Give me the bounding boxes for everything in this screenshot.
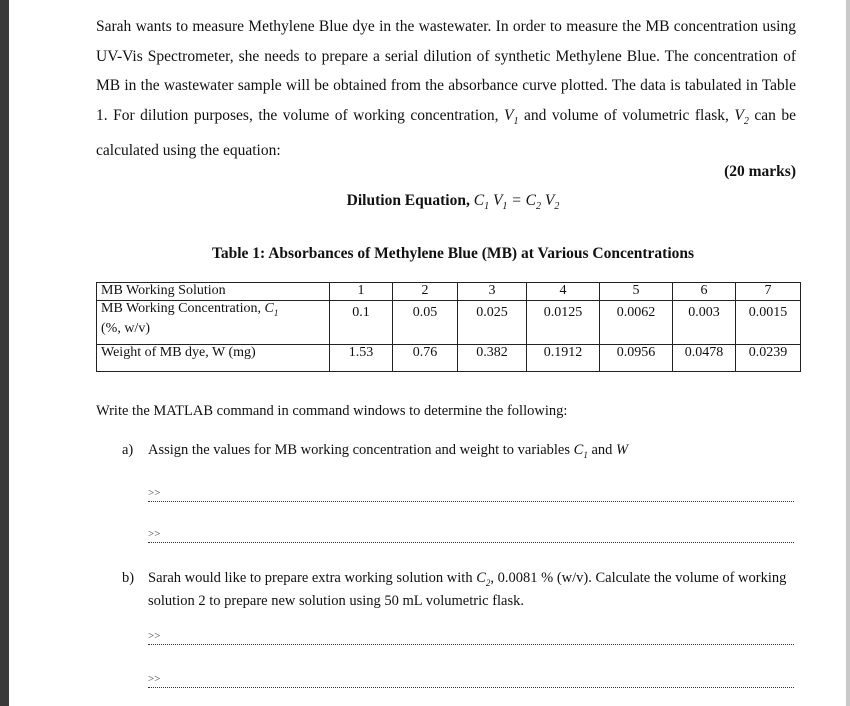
table-cell: 0.0239	[736, 345, 801, 372]
question-a-text: Assign the values for MB working concentration and weight to variables	[148, 442, 574, 458]
question-a: a) Assign the values for MB working concentration and weight to variables $C_1$ and W	[122, 442, 629, 460]
right-window-edge	[846, 0, 850, 706]
table-cell: 1.53	[330, 345, 393, 372]
table-cell: 0.382	[458, 345, 527, 372]
table-cell: 0.1	[330, 301, 393, 345]
equation-label: Dilution Equation,	[346, 192, 470, 209]
question-b	[122, 569, 802, 610]
table-cell: 0.1912	[527, 345, 600, 372]
table-cell: 1	[330, 283, 393, 301]
table-cell: 4	[527, 283, 600, 301]
left-window-edge	[0, 0, 9, 706]
equation-formula: $C_1$ $V_1 = C_2$ $V_2$	[473, 192, 560, 213]
table-row	[97, 345, 801, 372]
question-b-text: Sarah would like to prepare extra working solution with $C_2$, 0.0081 % (w/v). Calculate the volume of working solution 2 to prepare new solution using 50 mL volumetric flask.	[148, 570, 787, 609]
table-row	[97, 301, 801, 345]
row-header: MB Working Concentration, $C_1$ (%, w/v)	[97, 301, 330, 345]
table-cell: 0.0062	[600, 301, 673, 345]
table-cell: 0.025	[458, 301, 527, 345]
v2-variable: $V_2$	[734, 106, 749, 127]
c1-variable: $C_1$	[573, 442, 588, 460]
table-cell: 3	[458, 283, 527, 301]
row-header: MB Working Solution	[97, 283, 330, 301]
dilution-equation	[0, 192, 850, 212]
question-a-label: a)	[122, 442, 134, 458]
intro-text: Sarah wants to measure Methylene Blue dye in the wastewater. In order to measure the MB concentration using UV-Vis Spectrometer, she needs to prepare a serial dilution of synthetic Methylene Blue. The concentration of MB in the wastewater sample will be obtained from the absorbance curve plotted. The data is tabulated in Table 1. For dilution purposes, the volume of working concentration,	[96, 18, 796, 124]
answer-line-b1[interactable]: >>	[148, 630, 794, 645]
answer-line-a2[interactable]: >>	[148, 528, 794, 543]
intro-paragraph	[96, 12, 796, 166]
intro-text-mid: and volume of volumetric flask,	[518, 106, 735, 124]
answer-line-a1[interactable]: >>	[148, 487, 794, 502]
intro-text-end: can be calculated using the equation:	[96, 106, 797, 160]
marks-label: (20 marks)	[724, 163, 796, 180]
row-header: Weight of MB dye, W (mg)	[97, 345, 330, 372]
table-cell: 0.003	[673, 301, 736, 345]
table-cell: 0.76	[393, 345, 458, 372]
table-cell: 0.0956	[600, 345, 673, 372]
table-cell: 0.0478	[673, 345, 736, 372]
absorbance-table	[96, 282, 801, 372]
table-cell: 0.05	[393, 301, 458, 345]
table-title: Table 1: Absorbances of Methylene Blue (MB) at Various Concentrations	[211, 245, 695, 262]
table-cell: 7	[736, 283, 801, 301]
table-cell: 0.0015	[736, 301, 801, 345]
table-cell: 5	[600, 283, 673, 301]
instructions: Write the MATLAB command in command windows to determine the following:	[96, 403, 568, 419]
question-b-label: b)	[122, 570, 135, 586]
table-cell: 6	[673, 283, 736, 301]
answer-line-b2[interactable]: >>	[148, 673, 794, 688]
table-cell: 0.0125	[527, 301, 600, 345]
table-cell: 2	[393, 283, 458, 301]
table-row	[97, 283, 801, 301]
v1-variable: $V_1$	[504, 106, 519, 127]
w-variable: W	[616, 442, 629, 458]
